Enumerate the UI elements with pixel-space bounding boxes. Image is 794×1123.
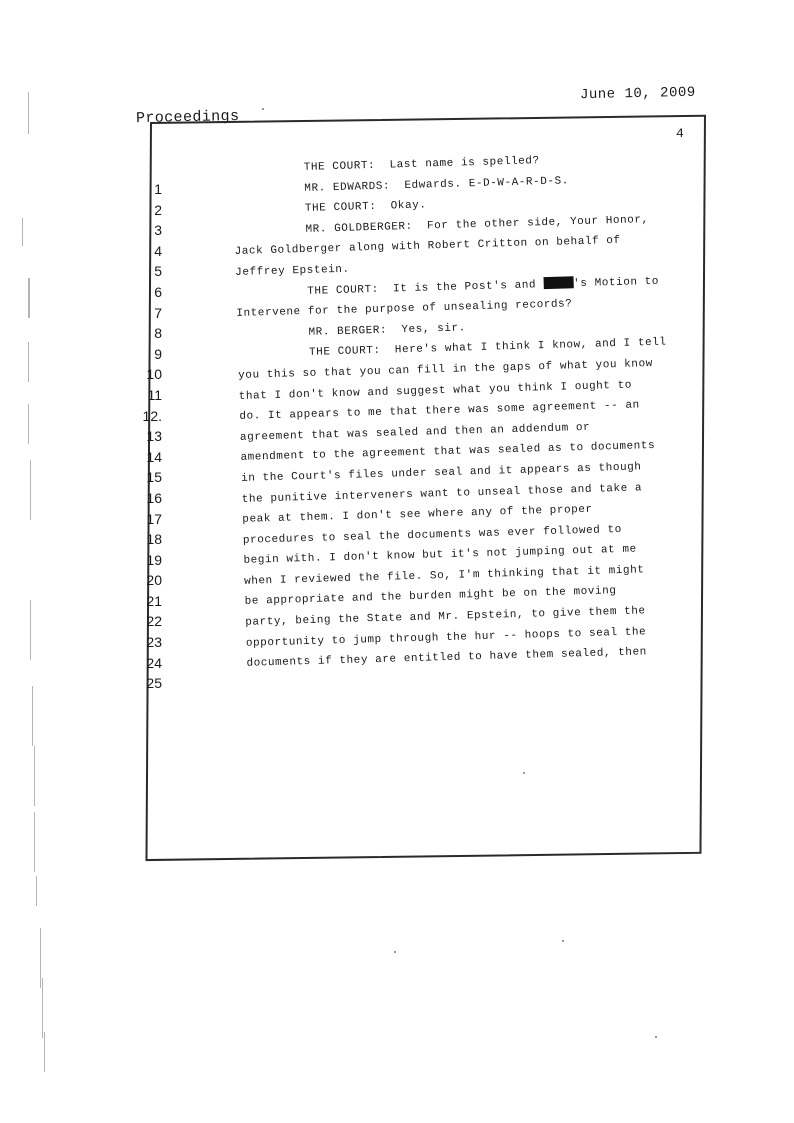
transcript-line: that I don't know and suggest what you think I ought to: [238, 379, 633, 403]
scan-speck: [655, 1036, 657, 1038]
transcript-line: THE COURT: Okay.: [233, 199, 427, 218]
transcript-line: THE COURT: Here's what I think I know, and I tell: [237, 336, 667, 362]
scan-speck: [262, 108, 264, 110]
transcript-line: MR. GOLDBERGER: For the other side, Your Honor,: [233, 213, 649, 238]
page-number: 4: [676, 126, 684, 141]
transcript-line: do. It appears to me that there was some agreement -- an: [239, 399, 640, 424]
line-number: 21: [146, 592, 162, 609]
line-number: 22: [146, 613, 162, 630]
scan-speck: [394, 951, 396, 953]
transcript-line: party, being the State and Mr. Epstein, to give them the: [245, 605, 646, 629]
transcript-line: amendment to the agreement that was sealed as to documents: [240, 440, 656, 465]
transcript-line: MR. BERGER: Yes, sir.: [236, 322, 466, 341]
scan-speck: [562, 940, 564, 942]
transcript-line: agreement that was sealed and then an addendum or: [239, 421, 591, 444]
line-number: 2: [154, 201, 162, 218]
transcript-line: peak at them. I don't see where any of the proper: [242, 503, 593, 526]
line-number: 19: [146, 551, 162, 568]
transcript-line: Intervene for the purpose of unsealing records?: [236, 298, 573, 321]
transcript-line: begin with. I don't know but it's not jumping out at me: [243, 543, 637, 568]
transcript-line: THE COURT: Last name is spelled?: [232, 155, 540, 176]
line-number: 3: [154, 222, 162, 239]
line-number-column: [118, 179, 162, 694]
line-number: 14: [146, 448, 162, 465]
transcript-line-part: THE COURT: It is the Post's and: [235, 278, 544, 300]
line-number: 12.: [142, 407, 162, 424]
section-title: Proceedings: [135, 107, 240, 128]
scan-edge-artifacts: [0, 0, 60, 1123]
line-number: 5: [154, 263, 162, 280]
line-number: 23: [146, 634, 162, 651]
redaction-block: [543, 276, 573, 289]
line-number: 6: [154, 283, 162, 300]
line-number: 25: [146, 675, 162, 692]
transcript-line: the punitive interveners want to unseal those and take a: [241, 481, 643, 506]
line-number: 20: [146, 572, 162, 589]
line-number: 9: [154, 345, 162, 362]
transcript-line: Jeffrey Epstein.: [235, 263, 350, 279]
transcript-line: opportunity to jump through the hur -- hoops to seal the: [245, 625, 647, 650]
line-number: 1: [154, 181, 162, 197]
transcript-line: Jack Goldberger along with Robert Critton on behalf of: [234, 235, 621, 259]
line-number: 7: [154, 304, 162, 321]
transcript-line: you this so that you can fill in the gaps of what you know: [238, 357, 653, 382]
transcript-line: when I reviewed the file. So, I'm thinking that it might: [243, 564, 645, 588]
line-number: 11: [147, 386, 162, 403]
transcript-line-part: 's Motion to: [573, 275, 660, 290]
transcript-line: documents if they are entitled to have them sealed, then: [246, 646, 647, 671]
transcript-line: MR. EDWARDS: Edwards. E-D-W-A-R-D-S.: [232, 174, 570, 197]
transcript-line: procedures to seal the documents was ever followed to: [242, 523, 622, 547]
line-number: 10: [146, 366, 162, 383]
document-date: June 10, 2009: [579, 84, 696, 104]
line-number: 8: [154, 325, 162, 342]
line-number: 17: [146, 510, 162, 527]
transcript-line: be appropriate and the burden might be on the moving: [244, 585, 617, 609]
line-number: 15: [146, 469, 162, 486]
line-number: 4: [154, 242, 162, 259]
line-number: 18: [146, 531, 162, 548]
line-number: 24: [146, 654, 162, 671]
transcript-line: in the Court's files under seal and it appears as though: [241, 461, 642, 485]
line-number: 13: [146, 428, 162, 445]
transcript-text: [232, 146, 717, 674]
line-number: 16: [146, 489, 162, 506]
